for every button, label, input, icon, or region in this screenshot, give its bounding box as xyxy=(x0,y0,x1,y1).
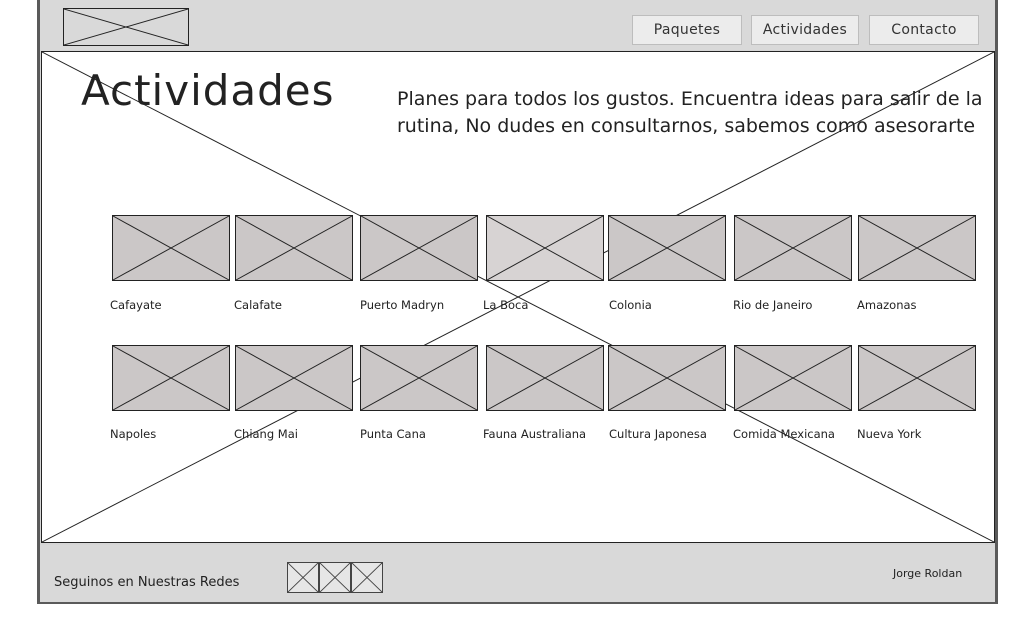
nav-paquetes-button[interactable]: Paquetes xyxy=(632,15,742,45)
nav-actividades-button[interactable]: Actividades xyxy=(751,15,859,45)
activity-caption[interactable]: Amazonas xyxy=(857,298,917,312)
activity-caption[interactable]: Fauna Australiana xyxy=(483,427,587,441)
activity-caption[interactable]: Napoles xyxy=(110,427,157,441)
activity-image-placeholder[interactable] xyxy=(858,215,976,281)
activity-image-placeholder[interactable] xyxy=(360,345,478,411)
activity-caption[interactable]: Colonia xyxy=(609,298,652,312)
activity-image-placeholder[interactable] xyxy=(608,215,726,281)
activity-caption[interactable]: Nueva York xyxy=(857,427,922,441)
activity-image-placeholder[interactable] xyxy=(235,215,353,281)
page-description: Planes para todos los gustos. Encuentra ideas para salir de la rutina, No dudes en consultarnos, sabemos como asesorarte xyxy=(397,88,983,137)
activity-image-placeholder[interactable] xyxy=(486,215,604,281)
page-title: Actividades xyxy=(81,66,335,115)
activity-image-placeholder[interactable] xyxy=(112,345,230,411)
activity-image-placeholder[interactable] xyxy=(112,215,230,281)
social-icon[interactable] xyxy=(287,562,319,593)
activity-caption[interactable]: La Boca xyxy=(483,298,529,312)
activity-image-placeholder[interactable] xyxy=(360,215,478,281)
activity-caption[interactable]: Chiang Mai xyxy=(234,427,298,441)
activity-image-placeholder[interactable] xyxy=(858,345,976,411)
activity-caption[interactable]: Cafayate xyxy=(110,298,162,312)
social-icon[interactable] xyxy=(351,562,383,593)
activity-caption[interactable]: Comida Mexicana xyxy=(733,427,835,441)
nav-contacto-button[interactable]: Contacto xyxy=(869,15,979,45)
social-follow-label: Seguinos en Nuestras Redes xyxy=(54,575,240,590)
activity-caption[interactable]: Puerto Madryn xyxy=(360,298,445,312)
activity-image-placeholder[interactable] xyxy=(486,345,604,411)
social-icon[interactable] xyxy=(319,562,351,593)
footer-bar xyxy=(40,545,995,602)
activity-image-placeholder[interactable] xyxy=(235,345,353,411)
activity-caption[interactable]: Rio de Janeiro xyxy=(733,298,813,312)
activity-caption[interactable]: Calafate xyxy=(234,298,282,312)
activity-image-placeholder[interactable] xyxy=(734,345,852,411)
activity-caption[interactable]: Punta Cana xyxy=(360,427,426,441)
activity-caption[interactable]: Cultura Japonesa xyxy=(609,427,707,441)
activity-image-placeholder[interactable] xyxy=(608,345,726,411)
author-name: Jorge Roldan xyxy=(893,567,963,580)
logo-placeholder-icon[interactable] xyxy=(63,8,189,46)
activity-image-placeholder[interactable] xyxy=(734,215,852,281)
